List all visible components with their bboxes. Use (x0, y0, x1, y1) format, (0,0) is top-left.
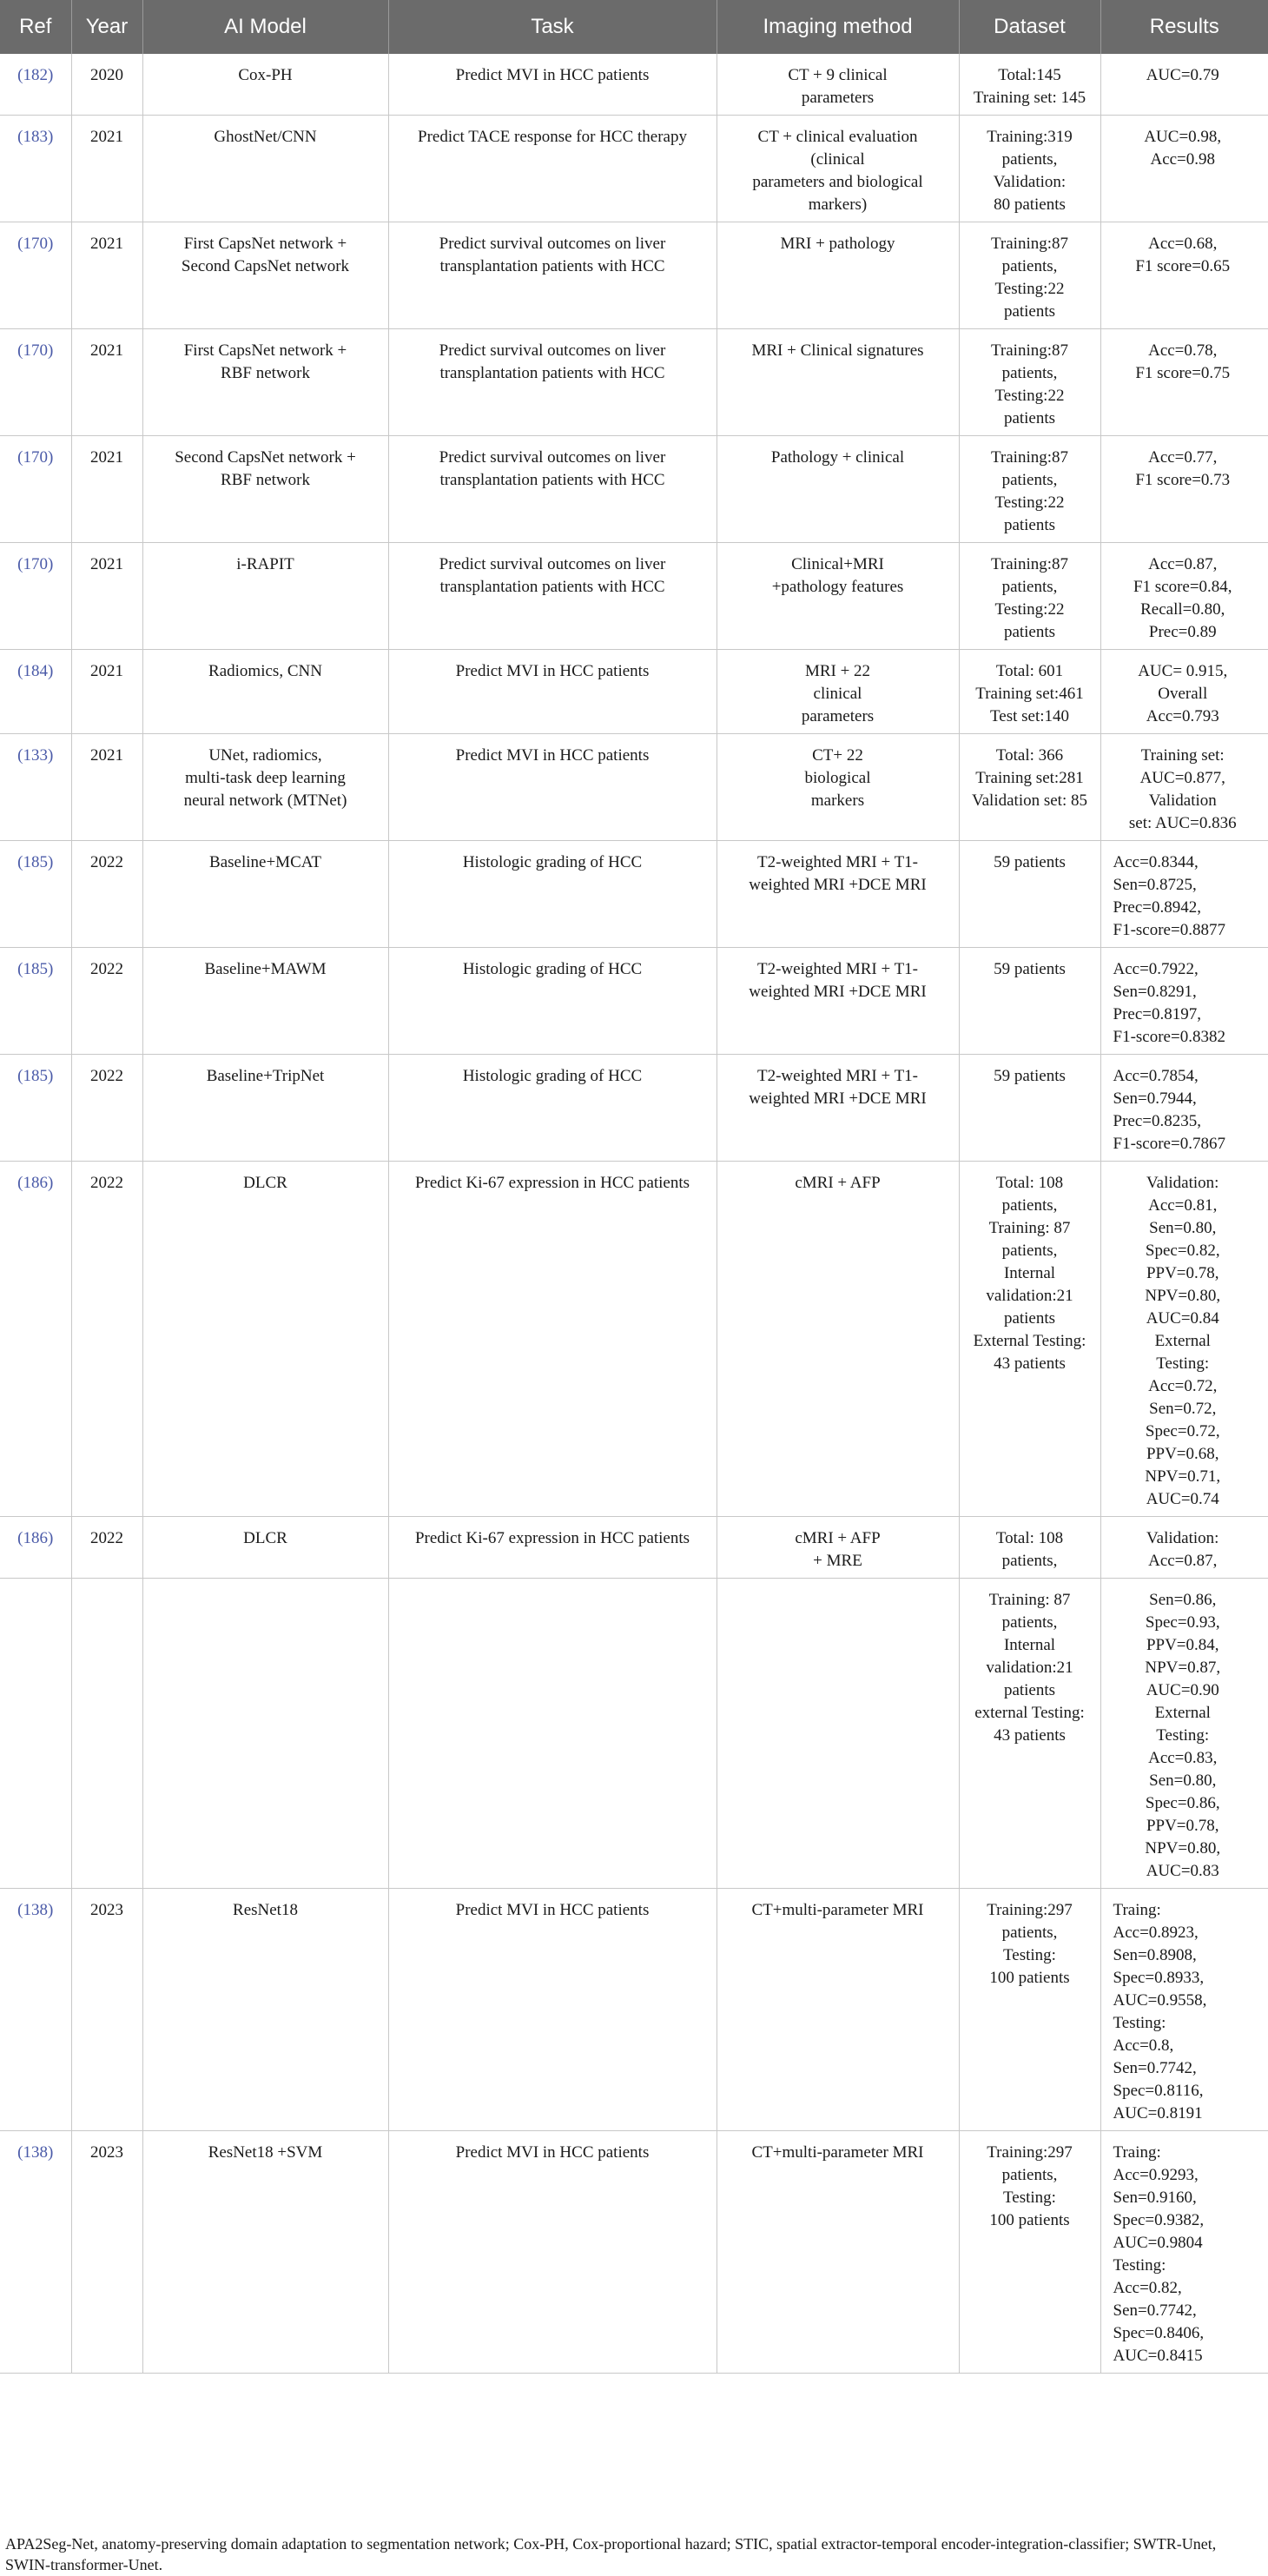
cell-year: 2021 (71, 222, 142, 329)
cell-ref[interactable]: (170) (0, 329, 71, 436)
cell-ai-model: DLCR (142, 1517, 388, 1579)
cell-imaging-method: CT+multi-parameter MRI (717, 1889, 959, 2131)
cell-year: 2021 (71, 543, 142, 650)
cell-task: Predict survival outcomes on liver transplantation patients with HCC (388, 436, 717, 543)
cell-dataset: 59 patients (959, 948, 1100, 1055)
cell-imaging-method: CT+ 22 biological markers (717, 734, 959, 841)
cell-imaging-method: CT+multi-parameter MRI (717, 2131, 959, 2374)
cell-ref[interactable]: (185) (0, 1055, 71, 1162)
cell-imaging-method: cMRI + AFP + MRE (717, 1517, 959, 1579)
header-row (0, 0, 1268, 54)
cell-task: Histologic grading of HCC (388, 1055, 717, 1162)
cell-dataset: Training:297 patients, Testing: 100 patients (959, 1889, 1100, 2131)
cell-results: Acc=0.68, F1 score=0.65 (1100, 222, 1268, 329)
table-row (0, 222, 1268, 329)
cell-task: Predict survival outcomes on liver transplantation patients with HCC (388, 222, 717, 329)
cell-imaging-method: T2-weighted MRI + T1- weighted MRI +DCE MRI (717, 841, 959, 948)
cell-ref[interactable]: (183) (0, 116, 71, 222)
cell-results: Validation: Acc=0.87, (1100, 1517, 1268, 1579)
table-row (0, 948, 1268, 1055)
cell-ai-model (142, 1579, 388, 1889)
cell-ref[interactable]: (133) (0, 734, 71, 841)
table-row (0, 650, 1268, 734)
cell-ref[interactable]: (138) (0, 1889, 71, 2131)
cell-year: 2022 (71, 1162, 142, 1517)
cell-ref[interactable]: (185) (0, 948, 71, 1055)
cell-year: 2021 (71, 116, 142, 222)
cell-imaging-method: CT + 9 clinical parameters (717, 54, 959, 116)
cell-ai-model: Second CapsNet network + RBF network (142, 436, 388, 543)
cell-dataset: Training:87 patients, Testing:22 patients (959, 436, 1100, 543)
cell-dataset: Training: 87 patients, Internal validation:21 patients external Testing: 43 patients (959, 1579, 1100, 1889)
cell-ai-model: Baseline+TripNet (142, 1055, 388, 1162)
cell-task: Predict Ki-67 expression in HCC patients (388, 1517, 717, 1579)
cell-year: 2021 (71, 436, 142, 543)
table-row (0, 841, 1268, 948)
cell-ai-model: Cox-PH (142, 54, 388, 116)
cell-year: 2022 (71, 948, 142, 1055)
cell-ai-model: ResNet18 +SVM (142, 2131, 388, 2374)
cell-ai-model: GhostNet/CNN (142, 116, 388, 222)
cell-results: Traing: Acc=0.9293, Sen=0.9160, Spec=0.9382, AUC=0.9804 Testing: Acc=0.82, Sen=0.7742, Spec=0.8406, AUC=0.8415 (1100, 2131, 1268, 2374)
cell-ref[interactable]: (170) (0, 436, 71, 543)
cell-dataset: Total: 601 Training set:461 Test set:140 (959, 650, 1100, 734)
cell-task: Histologic grading of HCC (388, 841, 717, 948)
cell-imaging-method: MRI + Clinical signatures (717, 329, 959, 436)
cell-dataset: Total: 108 patients, Training: 87 patients, Internal validation:21 patients External Testing: 43 patients (959, 1162, 1100, 1517)
cell-task: Predict MVI in HCC patients (388, 650, 717, 734)
cell-task: Predict MVI in HCC patients (388, 2131, 717, 2374)
cell-results: Sen=0.86, Spec=0.93, PPV=0.84, NPV=0.87, AUC=0.90 External Testing: Acc=0.83, Sen=0.80, Spec=0.86, PPV=0.78, NPV=0.80, AUC=0.83 (1100, 1579, 1268, 1889)
cell-results: Acc=0.87, F1 score=0.84, Recall=0.80, Prec=0.89 (1100, 543, 1268, 650)
cell-year: 2020 (71, 54, 142, 116)
cell-ai-model: DLCR (142, 1162, 388, 1517)
cell-dataset: Training:87 patients, Testing:22 patients (959, 543, 1100, 650)
header-task: Task (388, 0, 717, 54)
cell-task: Predict MVI in HCC patients (388, 734, 717, 841)
cell-imaging-method: T2-weighted MRI + T1- weighted MRI +DCE MRI (717, 1055, 959, 1162)
cell-year: 2022 (71, 1055, 142, 1162)
cell-ai-model: Baseline+MAWM (142, 948, 388, 1055)
table-row (0, 436, 1268, 543)
table-row (0, 2131, 1268, 2374)
cell-year (71, 1579, 142, 1889)
cell-task: Predict survival outcomes on liver transplantation patients with HCC (388, 543, 717, 650)
cell-ref[interactable]: (186) (0, 1517, 71, 1579)
cell-results: Training set: AUC=0.877, Validation set: AUC=0.836 (1100, 734, 1268, 841)
cell-ai-model: First CapsNet network + RBF network (142, 329, 388, 436)
table-footnote: APA2Seg-Net, anatomy-preserving domain adaptation to segmentation network; Cox-PH, Cox-proportional hazard; STIC, spatial extractor-temporal encoder-integration-classifier; SWTR-Unet, SWIN-transformer-Unet. (5, 2535, 1217, 2573)
cell-dataset: 59 patients (959, 841, 1100, 948)
cell-task: Predict MVI in HCC patients (388, 54, 717, 116)
cell-ref[interactable]: (170) (0, 222, 71, 329)
cell-dataset: Training:319 patients, Validation: 80 patients (959, 116, 1100, 222)
cell-imaging-method: T2-weighted MRI + T1- weighted MRI +DCE MRI (717, 948, 959, 1055)
table-row (0, 734, 1268, 841)
cell-year: 2023 (71, 1889, 142, 2131)
cell-imaging-method: MRI + 22 clinical parameters (717, 650, 959, 734)
cell-dataset: Training:297 patients, Testing: 100 patients (959, 2131, 1100, 2374)
cell-task: Predict Ki-67 expression in HCC patients (388, 1162, 717, 1517)
header-dataset: Dataset (959, 0, 1100, 54)
table-row (0, 1055, 1268, 1162)
cell-ai-model: Radiomics, CNN (142, 650, 388, 734)
header-imaging-method: Imaging method (717, 0, 959, 54)
header-ref: Ref (0, 0, 71, 54)
table-row (0, 1162, 1268, 1517)
cell-results: Acc=0.77, F1 score=0.73 (1100, 436, 1268, 543)
cell-results: AUC=0.79 (1100, 54, 1268, 116)
cell-ai-model: UNet, radiomics, multi-task deep learning neural network (MTNet) (142, 734, 388, 841)
cell-ref[interactable]: (184) (0, 650, 71, 734)
cell-imaging-method: cMRI + AFP (717, 1162, 959, 1517)
cell-task: Histologic grading of HCC (388, 948, 717, 1055)
table-row (0, 54, 1268, 116)
cell-dataset: Total:145 Training set: 145 (959, 54, 1100, 116)
cell-imaging-method: CT + clinical evaluation (clinical parameters and biological markers) (717, 116, 959, 222)
cell-results: Validation: Acc=0.81, Sen=0.80, Spec=0.82, PPV=0.78, NPV=0.80, AUC=0.84 External Testing: Acc=0.72, Sen=0.72, Spec=0.72, PPV=0.68, NPV=0.71, AUC=0.74 (1100, 1162, 1268, 1517)
header-results: Results (1100, 0, 1268, 54)
table-row (0, 1517, 1268, 1579)
cell-results: Acc=0.78, F1 score=0.75 (1100, 329, 1268, 436)
table-row (0, 329, 1268, 436)
cell-results: Traing: Acc=0.8923, Sen=0.8908, Spec=0.8933, AUC=0.9558, Testing: Acc=0.8, Sen=0.7742, Spec=0.8116, AUC=0.8191 (1100, 1889, 1268, 2131)
table-row (0, 116, 1268, 222)
cell-results: Acc=0.7854, Sen=0.7944, Prec=0.8235, F1-score=0.7867 (1100, 1055, 1268, 1162)
cell-dataset: 59 patients (959, 1055, 1100, 1162)
table-body (0, 54, 1268, 2374)
cell-ai-model: Baseline+MCAT (142, 841, 388, 948)
header-year: Year (71, 0, 142, 54)
cell-year: 2022 (71, 841, 142, 948)
cell-ref[interactable]: (182) (0, 54, 71, 116)
cell-results: AUC=0.98, Acc=0.98 (1100, 116, 1268, 222)
cell-ref[interactable]: (185) (0, 841, 71, 948)
cell-imaging-method: Pathology + clinical (717, 436, 959, 543)
cell-task (388, 1579, 717, 1889)
cell-year: 2021 (71, 650, 142, 734)
cell-ai-model: ResNet18 (142, 1889, 388, 2131)
header-ai-model: AI Model (142, 0, 388, 54)
cell-year: 2021 (71, 329, 142, 436)
cell-ai-model: i-RAPIT (142, 543, 388, 650)
table-row (0, 543, 1268, 650)
cell-ref[interactable]: (138) (0, 2131, 71, 2374)
table-row (0, 1579, 1268, 1889)
cell-imaging-method: MRI + pathology (717, 222, 959, 329)
cell-task: Predict TACE response for HCC therapy (388, 116, 717, 222)
table-row (0, 1889, 1268, 2131)
cell-dataset: Training:87 patients, Testing:22 patients (959, 222, 1100, 329)
cell-task: Predict survival outcomes on liver transplantation patients with HCC (388, 329, 717, 436)
cell-year: 2022 (71, 1517, 142, 1579)
cell-results: AUC= 0.915, Overall Acc=0.793 (1100, 650, 1268, 734)
cell-dataset: Training:87 patients, Testing:22 patients (959, 329, 1100, 436)
cell-imaging-method (717, 1579, 959, 1889)
cell-ref[interactable]: (186) (0, 1162, 71, 1517)
cell-ref (0, 1579, 71, 1889)
cell-year: 2021 (71, 734, 142, 841)
cell-ai-model: First CapsNet network + Second CapsNet network (142, 222, 388, 329)
cell-imaging-method: Clinical+MRI +pathology features (717, 543, 959, 650)
cell-dataset: Total: 366 Training set:281 Validation set: 85 (959, 734, 1100, 841)
cell-ref[interactable]: (170) (0, 543, 71, 650)
cell-results: Acc=0.7922, Sen=0.8291, Prec=0.8197, F1-score=0.8382 (1100, 948, 1268, 1055)
cell-task: Predict MVI in HCC patients (388, 1889, 717, 2131)
cell-results: Acc=0.8344, Sen=0.8725, Prec=0.8942, F1-score=0.8877 (1100, 841, 1268, 948)
cell-dataset: Total: 108 patients, (959, 1517, 1100, 1579)
cell-year: 2023 (71, 2131, 142, 2374)
